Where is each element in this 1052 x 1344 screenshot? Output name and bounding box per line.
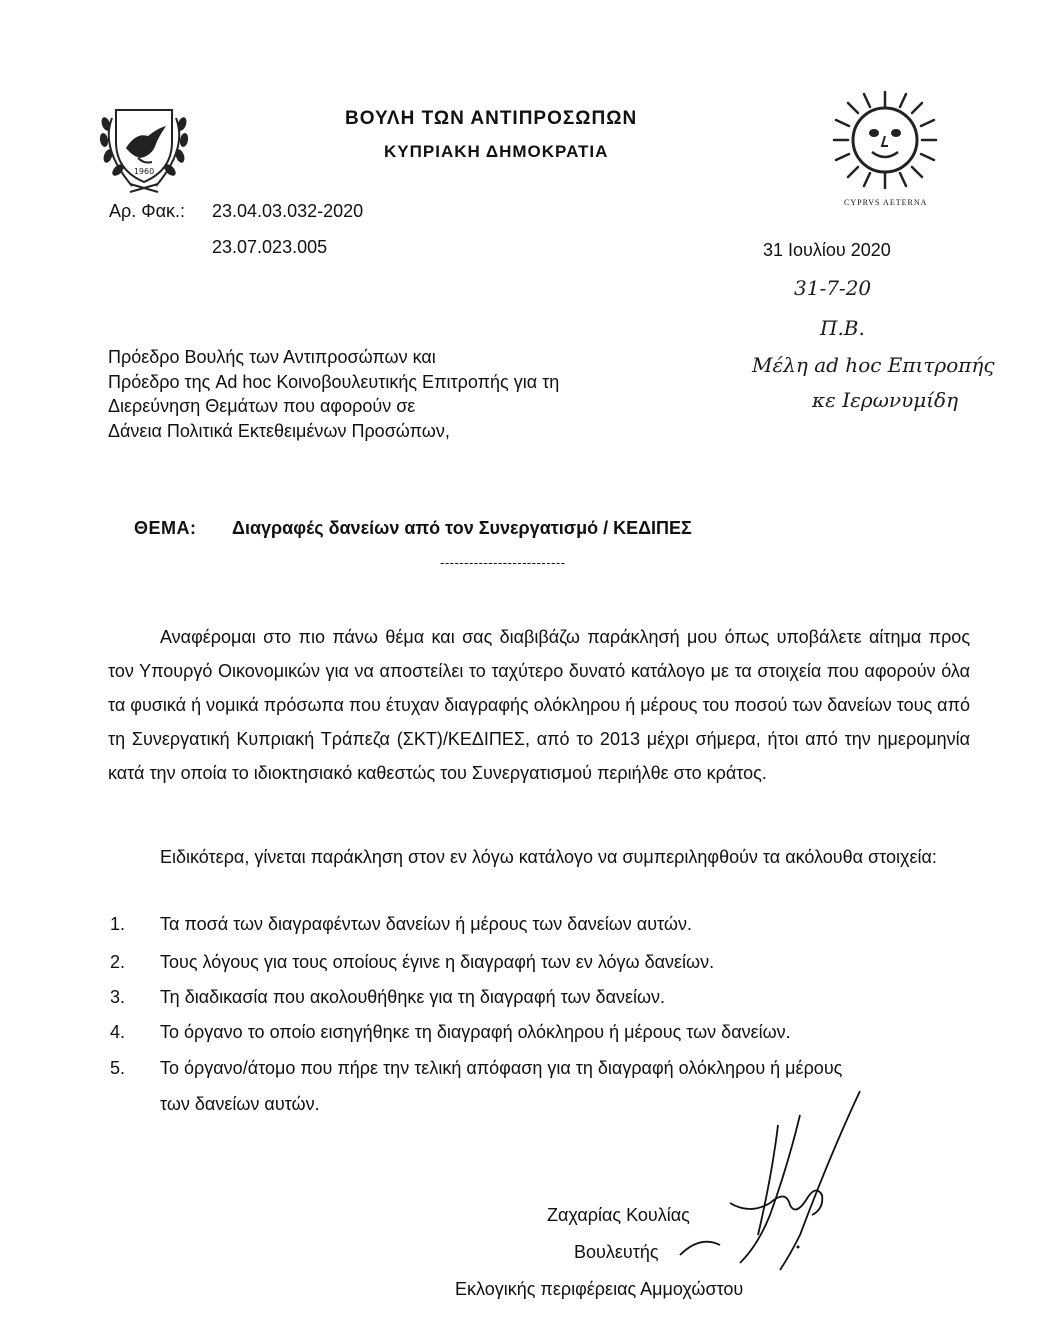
handwritten-date-note: 31-7-20 (794, 276, 872, 300)
file-ref-label: Αρ. Φακ.: (109, 201, 186, 221)
body-paragraph-2 (108, 840, 970, 874)
signatory-title: Βουλευτής (574, 1242, 659, 1262)
list-item-text: Τους λόγους για τους οποίους έγινε η διαγραφή των εν λόγω δανείων. (160, 952, 715, 972)
body-paragraph-2-text: Ειδικότερα, γίνεται παράκληση στον εν λόγω κατάλογο να συμπεριληφθούν τα ακόλουθα στοιχεία: (160, 847, 937, 867)
cyprus-coat-of-arms-emblem (92, 98, 196, 194)
list-item-number: 1. (110, 914, 126, 934)
list-item-text: Το όργανο/άτομο που πήρε την τελική απόφαση για τη διαγραφή ολόκληρου ή μέρους (160, 1058, 843, 1078)
list-item-number: 4. (110, 1022, 126, 1042)
list-item-number: 3. (110, 987, 126, 1007)
emblem-motto: CYPRVS AETERNA (844, 198, 928, 207)
letter-date: 31 Ιουλίου 2020 (763, 240, 891, 260)
file-ref-number-2: 23.07.023.005 (212, 237, 328, 257)
addressee-line: Δάνεια Πολιτικά Εκτεθειμένων Προσώπων, (108, 420, 450, 441)
signatory-name: Ζαχαρίας Κουλίας (547, 1205, 690, 1225)
sun-face-emblem (830, 88, 940, 194)
addressee-line: Πρόεδρο της Ad hoc Κοινοβουλευτικής Επιτροπής για τη (108, 371, 560, 392)
list-item-text: Τα ποσά των διαγραφέντων δανείων ή μέρους των δανείων αυτών. (160, 914, 692, 934)
addressee-line: Πρόεδρο Βουλής των Αντιπροσώπων και (108, 347, 436, 367)
addressee-block (108, 345, 559, 443)
file-ref-number-1: 23.04.03.032-2020 (212, 201, 364, 221)
list-item-text-continued: των δανείων αυτών. (160, 1094, 320, 1114)
handwritten-signature (640, 1085, 890, 1275)
body-paragraph-1 (108, 620, 970, 790)
handwritten-initials-note: Π.Β. (820, 316, 865, 340)
list-item-text: Το όργανο το οποίο εισηγήθηκε τη διαγραφή ολόκληρου ή μέρους των δανείων. (160, 1022, 791, 1042)
svg-text:1960: 1960 (133, 167, 155, 176)
list-item-number: 2. (110, 952, 126, 972)
parliament-title: ΒΟΥΛΗ ΤΩΝ ΑΝΤΙΠΡΟΣΩΠΩΝ (345, 108, 638, 129)
body-paragraph-1-text: Αναφέρομαι στο πιο πάνω θέμα και σας διαβιβάζω παράκλησή μου όπως υποβάλετε αίτημα προς τον Υπουργό Οικονομικών για να αποστείλει το ταχύτερο δυνατό κατάλογο με τα στοιχεία που αφορούν όλα τα φυσικά ή νομικά πρόσωπα που έτυχαν διαγραφής ολόκληρου ή μέρους του ποσού των δανείων τους από τη Συνεργατική Κυπριακή Τράπεζα (ΣΚΤ)/ΚΕΔΙΠΕΣ, από το 2013 μέχρι σήμερα, ήτοι από την ημερομηνία κατά την οποία το ιδιοκτησιακό καθεστώς του Συνεργατισμού περιήλθε στο κράτος. (108, 627, 970, 783)
subject-divider: -------------------------- (440, 555, 566, 570)
handwritten-members-note: Μέλη ad hoc Επιτροπής (752, 353, 995, 377)
list-item-number: 5. (110, 1058, 126, 1078)
signatory-constituency: Εκλογικής περιφέρειας Αμμοχώστου (455, 1279, 744, 1299)
handwritten-recipient-note: κε Ιερωνυμίδη (812, 388, 959, 412)
subject-text: Διαγραφές δανείων από τον Συνεργατισμό / ΚΕΔΙΠΕΣ (232, 518, 692, 538)
republic-title: ΚΥΠΡΙΑΚΗ ΔΗΜΟΚΡΑΤΙΑ (384, 142, 609, 161)
addressee-line: Διερεύνηση Θεμάτων που αφορούν σε (108, 396, 416, 416)
subject-label: ΘΕΜΑ: (134, 518, 197, 538)
list-item-text: Τη διαδικασία που ακολουθήθηκε για τη διαγραφή των δανείων. (160, 987, 666, 1007)
